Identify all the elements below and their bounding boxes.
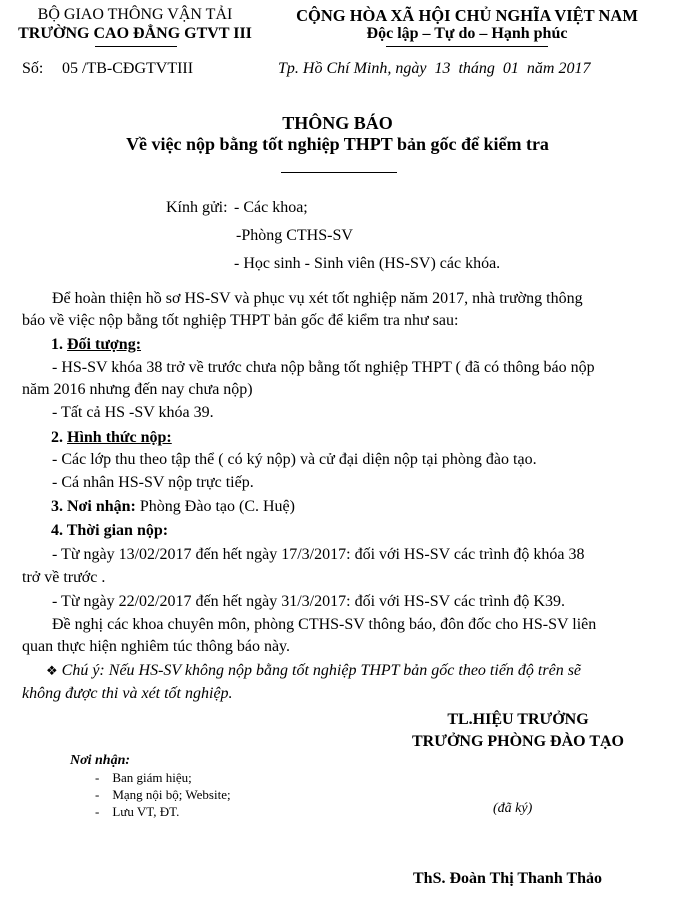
- distribution-item: - Ban giám hiệu;: [95, 770, 192, 785]
- distribution-item-text: Mạng nội bộ; Website;: [112, 787, 231, 802]
- section-title: Nơi nhận:: [67, 498, 136, 515]
- section-3-content: Phòng Đào tạo (C. Huệ): [139, 498, 295, 515]
- section-1-item: - Tất cả HS -SV khóa 39.: [52, 404, 214, 421]
- section-1-heading: [51, 336, 141, 354]
- section-title: Thời gian nộp:: [66, 522, 169, 539]
- note-label: Chú ý:: [61, 662, 105, 679]
- section-1-item: năm 2016 nhưng đến nay chưa nộp): [22, 381, 253, 398]
- closing-line-1: Đề nghị các khoa chuyên môn, phòng CTHS-SV thông báo, đôn đốc cho HS-SV liên: [52, 616, 597, 633]
- section-number: 1.: [51, 336, 63, 353]
- section-4-item: - Từ ngày 22/02/2017 đến hết ngày 31/3/2017: đối với HS-SV các trình độ K39.: [52, 593, 565, 610]
- document-title: THÔNG BÁO: [282, 113, 393, 133]
- title-divider: [281, 172, 397, 173]
- header-right-divider: [386, 46, 548, 47]
- note-text: Nếu HS-SV không nộp bằng tốt nghiệp THPT bản gốc theo tiến độ trên sẽ: [108, 662, 582, 679]
- document-subject: Về việc nộp bằng tốt nghiệp THPT bản gốc để kiểm tra: [126, 134, 549, 154]
- recipient-item: - Các khoa;: [234, 199, 308, 216]
- section-number: 2.: [51, 429, 63, 446]
- distribution-label: Nơi nhận:: [70, 753, 131, 768]
- section-number: 4.: [51, 522, 63, 539]
- signature-title-2: TRƯỞNG PHÒNG ĐÀO TẠO: [411, 733, 624, 750]
- signature-title-1: TL.HIỆU TRƯỞNG: [447, 711, 589, 728]
- republic-name: CỘNG HÒA XÃ HỘI CHỦ NGHĨA VIỆT NAM: [296, 6, 638, 25]
- closing-line-2: quan thực hiện nghiêm túc thông báo này.: [22, 638, 291, 655]
- document-number: 05 /TB-CĐGTVTIII: [62, 60, 194, 77]
- place-and-date: Tp. Hồ Chí Minh, ngày 13 tháng 01 năm 2017: [278, 60, 591, 77]
- note-line-2: không được thi và xét tốt nghiệp.: [22, 685, 233, 702]
- recipients-label: Kính gửi:: [166, 199, 228, 216]
- section-number: 3.: [51, 498, 63, 515]
- section-4-item: trở về trước .: [22, 569, 106, 586]
- section-2-item: - Cá nhân HS-SV nộp trực tiếp.: [52, 474, 254, 491]
- ministry-name: BỘ GIAO THÔNG VẬN TẢI: [37, 6, 233, 23]
- distribution-item: - Mạng nội bộ; Website;: [95, 787, 231, 802]
- recipient-item: -Phòng CTHS-SV: [236, 227, 353, 244]
- section-2-item: - Các lớp thu theo tập thể ( có ký nộp) và cử đại diện nộp tại phòng đào tạo.: [52, 451, 537, 468]
- section-1-item: - HS-SV khóa 38 trở về trước chưa nộp bằng tốt nghiệp THPT ( đã có thông báo nộp: [52, 359, 595, 376]
- section-title: Hình thức nộp:: [67, 429, 172, 446]
- diamond-bullet-icon: ❖: [46, 664, 58, 679]
- section-title: Đối tượng:: [67, 336, 142, 353]
- document-number-label: Số:: [22, 60, 44, 77]
- section-2-heading: [51, 429, 172, 447]
- school-name: TRƯỜNG CAO ĐẲNG GTVT III: [18, 25, 252, 42]
- intro-line-2: báo về việc nộp bằng tốt nghiệp THPT bản gốc để kiểm tra như sau:: [22, 312, 459, 329]
- intro-line-1: Để hoàn thiện hồ sơ HS-SV và phục vụ xét tốt nghiệp năm 2017, nhà trường thông: [52, 290, 583, 307]
- signed-note: (đã ký): [493, 801, 533, 816]
- distribution-item-text: Lưu VT, ĐT.: [112, 804, 180, 819]
- recipient-item: - Học sinh - Sinh viên (HS-SV) các khóa.: [234, 255, 501, 272]
- national-motto: Độc lập – Tự do – Hạnh phúc: [366, 25, 568, 42]
- note-line-1: [46, 662, 581, 680]
- distribution-item-text: Ban giám hiệu;: [112, 770, 192, 785]
- signatory-name: ThS. Đoàn Thị Thanh Thảo: [413, 870, 603, 887]
- section-3: [51, 498, 295, 516]
- header-left-divider: [95, 46, 177, 47]
- section-4-item: - Từ ngày 13/02/2017 đến hết ngày 17/3/2017: đối với HS-SV các trình độ khóa 38: [52, 546, 585, 563]
- section-4-heading: [51, 522, 168, 540]
- distribution-item: - Lưu VT, ĐT.: [95, 804, 180, 819]
